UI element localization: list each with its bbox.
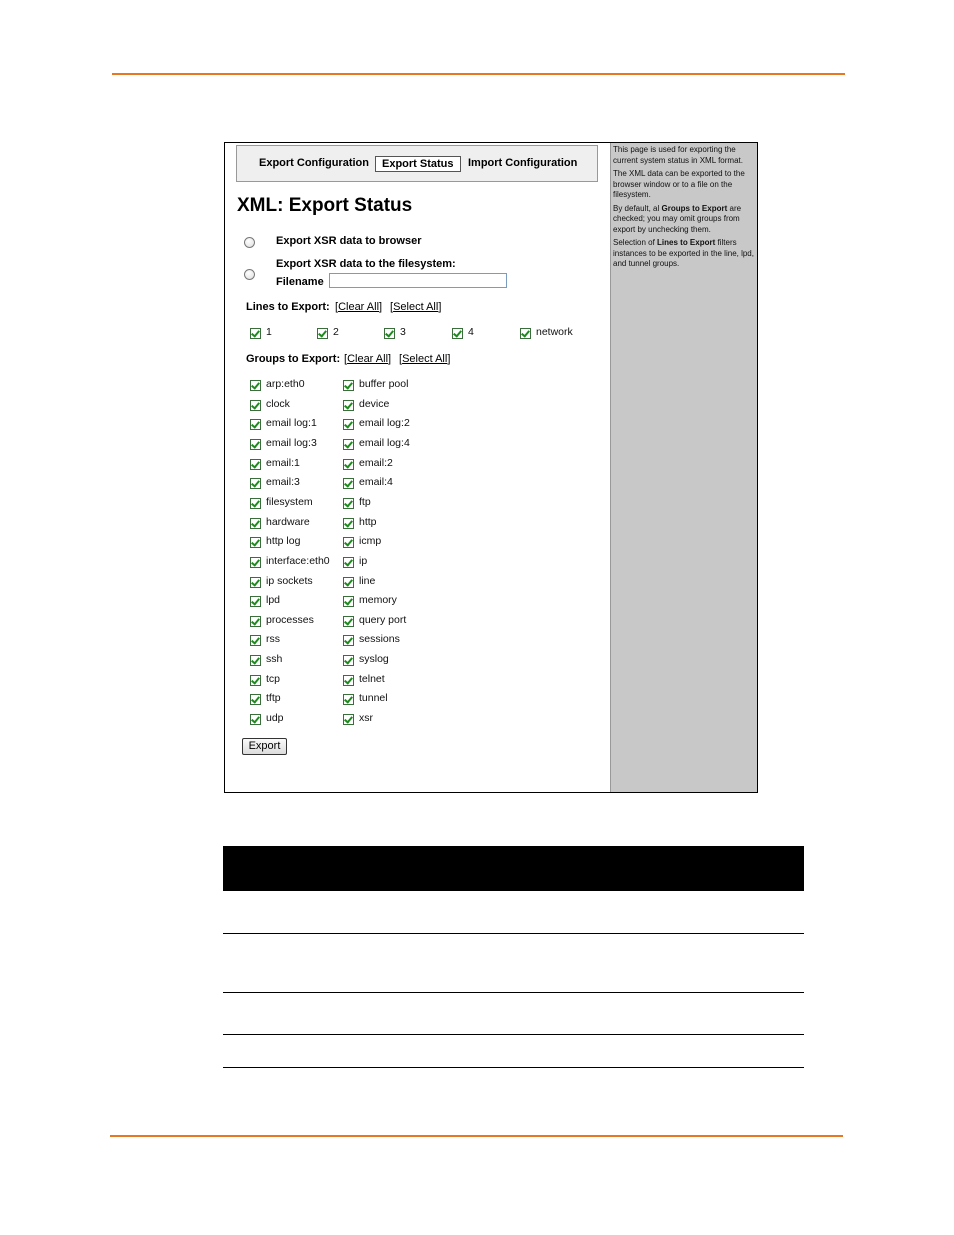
tab-export-configuration[interactable]: Export Configuration [259, 157, 369, 169]
group-item-checkbox[interactable] [250, 380, 261, 391]
group-item-label: ftp [359, 495, 371, 508]
line-item-label: 4 [468, 326, 474, 338]
export-button[interactable]: Export [242, 738, 287, 755]
group-item-label: ip sockets [266, 574, 313, 587]
tab-bar [236, 145, 598, 182]
group-item-label: email log:4 [359, 436, 410, 449]
group-item-label: buffer pool [359, 378, 409, 390]
group-item-checkbox[interactable] [250, 400, 261, 411]
group-item-label: email:1 [266, 456, 300, 469]
lines-select-all-link[interactable]: [Select All] [390, 301, 442, 313]
group-item-label: lpd [266, 594, 281, 607]
group-item-label: device [359, 397, 390, 410]
group-item-checkbox[interactable] [343, 694, 354, 705]
line-item-checkbox[interactable] [452, 328, 463, 339]
group-item-checkbox[interactable] [250, 419, 261, 430]
export-browser-label: Export XSR data to browser [276, 235, 422, 247]
group-item-checkbox[interactable] [343, 577, 354, 588]
line-item-checkbox[interactable] [317, 328, 328, 339]
groups-select-all-link[interactable]: [Select All] [399, 353, 451, 365]
group-item-checkbox[interactable] [343, 596, 354, 607]
table-row-divider [223, 992, 804, 993]
lines-clear-all-link[interactable]: [Clear All] [335, 301, 383, 313]
group-item-checkbox[interactable] [250, 557, 261, 568]
line-item-label: network [536, 326, 573, 338]
group-item-label: http [359, 515, 377, 528]
group-item-label: ip [359, 554, 368, 567]
line-item-label: 3 [400, 326, 406, 338]
filename-label: Filename [276, 276, 324, 288]
group-item-label: memory [359, 594, 397, 607]
page-title: XML: Export Status [237, 195, 413, 216]
group-item-label: filesystem [266, 495, 313, 508]
group-item-label: email log:1 [266, 417, 317, 430]
top-orange-rule [112, 73, 845, 75]
group-item-label: telnet [359, 672, 385, 685]
group-item-label: syslog [359, 653, 389, 666]
group-item-checkbox[interactable] [343, 498, 354, 509]
export-browser-radio[interactable] [244, 237, 255, 248]
help-panel [610, 143, 757, 792]
group-item-checkbox[interactable] [343, 380, 354, 391]
group-item-label: query port [359, 613, 407, 626]
group-item-checkbox[interactable] [343, 655, 354, 666]
line-item-checkbox[interactable] [520, 328, 531, 339]
group-item-label: icmp [359, 535, 382, 548]
group-item-checkbox[interactable] [250, 596, 261, 607]
group-item-label: email:2 [359, 456, 393, 469]
group-item-label: ssh [266, 653, 283, 666]
group-item-label: email log:3 [266, 436, 317, 449]
help-paragraph-1: This page is used for exporting the current system status in XML format. [613, 145, 743, 165]
group-item-checkbox[interactable] [343, 400, 354, 411]
group-item-label: tftp [266, 692, 281, 705]
group-item-checkbox[interactable] [250, 537, 261, 548]
group-item-checkbox[interactable] [250, 694, 261, 705]
group-item-label: udp [266, 712, 284, 725]
table-row-divider [223, 933, 804, 934]
groups-clear-all-link[interactable]: [Clear All] [344, 353, 392, 365]
group-item-checkbox[interactable] [343, 675, 354, 686]
group-item-label: sessions [359, 633, 400, 646]
group-item-checkbox[interactable] [343, 518, 354, 529]
group-item-checkbox[interactable] [250, 616, 261, 627]
group-item-checkbox[interactable] [250, 635, 261, 646]
group-item-checkbox[interactable] [250, 498, 261, 509]
tab-export-status[interactable]: Export Status [375, 156, 461, 172]
group-item-checkbox[interactable] [343, 459, 354, 470]
group-item-label: arp:eth0 [266, 378, 305, 390]
group-item-checkbox[interactable] [343, 635, 354, 646]
group-item-label: line [359, 574, 376, 587]
line-item-checkbox[interactable] [384, 328, 395, 339]
group-item-checkbox[interactable] [343, 557, 354, 568]
group-item-label: rss [266, 633, 280, 646]
groups-to-export-label: Groups to Export: [246, 353, 341, 365]
group-item-checkbox[interactable] [250, 675, 261, 686]
group-item-checkbox[interactable] [343, 419, 354, 430]
group-item-checkbox[interactable] [343, 616, 354, 627]
group-item-checkbox[interactable] [250, 518, 261, 529]
export-filesystem-label: Export XSR data to the filesystem: [276, 258, 456, 270]
group-item-checkbox[interactable] [250, 478, 261, 489]
group-item-label: xsr [359, 712, 373, 725]
filename-input[interactable] [329, 273, 507, 288]
screenshot-frame [224, 142, 758, 793]
table-header-bar [223, 846, 804, 891]
group-item-label: processes [266, 613, 314, 626]
table-row-divider [223, 1067, 804, 1068]
group-item-label: interface:eth0 [266, 554, 330, 567]
group-item-label: email:4 [359, 476, 393, 489]
line-item-label: 2 [333, 326, 339, 338]
group-item-label: clock [266, 397, 290, 410]
table-row-divider [223, 1034, 804, 1035]
group-item-checkbox[interactable] [250, 655, 261, 666]
group-item-label: http log [266, 535, 301, 548]
bottom-orange-rule [110, 1135, 843, 1137]
group-item-checkbox[interactable] [343, 439, 354, 450]
group-item-label: hardware [266, 515, 310, 528]
group-item-checkbox[interactable] [343, 478, 354, 489]
export-filesystem-radio[interactable] [244, 269, 255, 280]
group-item-label: email log:2 [359, 417, 410, 430]
group-item-checkbox[interactable] [250, 439, 261, 450]
help-paragraph-4: Selection of Lines to Export filters instances to be exported in the line, lpd, and tunnel groups. [613, 238, 754, 268]
lines-to-export-label: Lines to Export: [246, 301, 330, 313]
group-item-checkbox[interactable] [250, 577, 261, 588]
group-item-checkbox[interactable] [343, 714, 354, 725]
group-item-checkbox[interactable] [250, 459, 261, 470]
group-item-checkbox[interactable] [343, 537, 354, 548]
line-item-label: 1 [266, 326, 272, 338]
tab-import-configuration[interactable]: Import Configuration [468, 157, 578, 169]
group-item-label: tcp [266, 672, 281, 685]
help-paragraph-3: By default, al Groups to Export are checked; you may omit groups from export by unchecking them. [613, 203, 742, 234]
group-item-checkbox[interactable] [250, 714, 261, 725]
help-paragraph-2: The XML data can be exported to the browser window or to a file on the filesystem. [613, 169, 745, 199]
line-item-checkbox[interactable] [250, 328, 261, 339]
group-item-label: tunnel [359, 692, 388, 705]
group-item-label: email:3 [266, 476, 300, 489]
